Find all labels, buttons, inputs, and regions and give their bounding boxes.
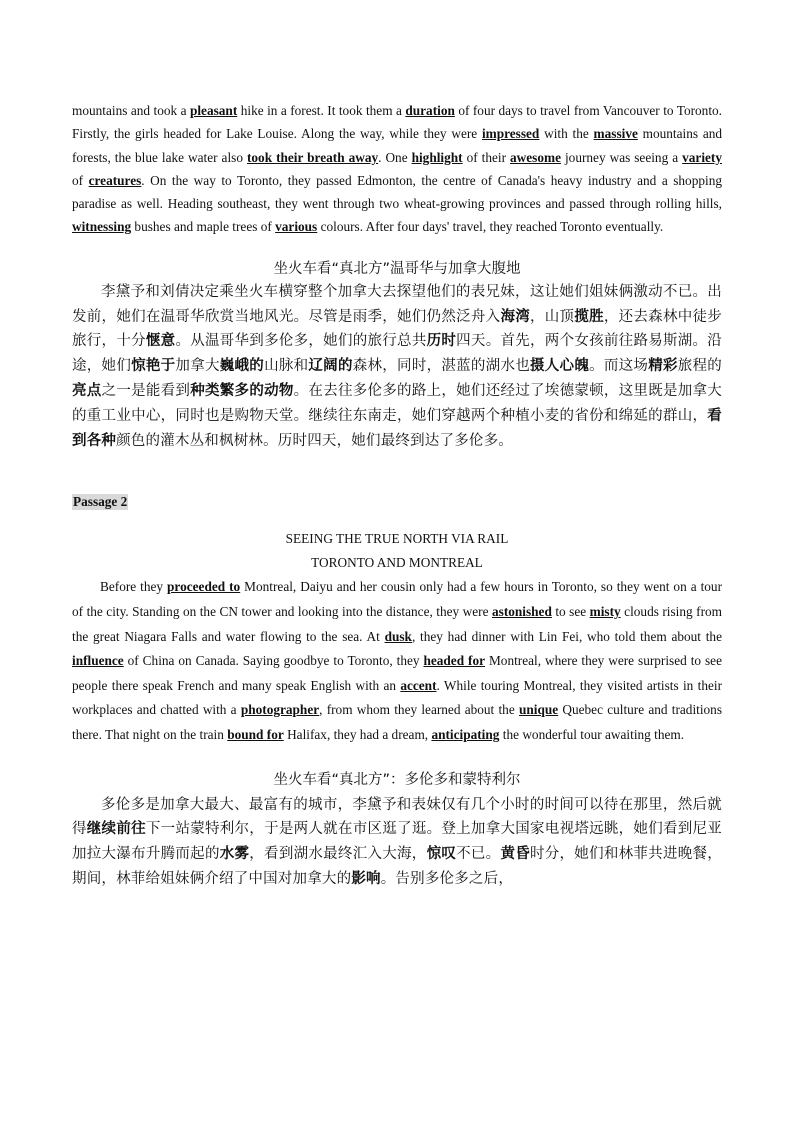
vocabulary-word: accent <box>400 677 437 693</box>
passage2-english-paragraph: Before they proceeded to Montreal, Daiyu and her cousin only had a few hours in Toronto, so they went on a tour of the city. Standing on the CN tower and looking into the distance, they were astonished to see misty clouds rising from the great Niagara Falls and water flowing to the sea. At dusk, they had dinner with Lin Fei, who told them about the influence of China on Canada. Saying goodbye to Toronto, they headed for Montreal, where they were surprised to see people there speak French and many speak English with an accent. While touring Montreal, they visited artists in their workplaces and chatted with a photographer, from whom they learned about the unique Quebec culture and traditions there. That night on the train bound for Halifax, they had a dream, anticipating the wonderful tour awaiting them. <box>72 579 723 742</box>
vocabulary-word: impressed <box>481 126 540 142</box>
vocabulary-word: 惊艳于 <box>131 358 176 375</box>
vocabulary-word: influence <box>72 653 124 669</box>
vocabulary-word: dusk <box>384 628 412 644</box>
vocabulary-word: 精彩 <box>648 358 678 375</box>
vocabulary-word: astonished <box>492 603 552 619</box>
passage1-english-paragraph: mountains and took a pleasant hike in a forest. It took them a duration of four days to travel from Vancouver to Toronto. Firstly, the girls headed for Lake Louise. Along the way, while they were impressed with the massive mountains and forests, the blue lake water also took their breath away. One highlight of their awesome journey was seeing a variety of creatures. On the way to Toronto, they passed Edmonton, the centre of Canada's heavy industry and a shopping paradise as well. Heading southeast, they went through two wheat-growing provinces and passed through rolling hills, witnessing bushes and maple trees of various colours. After four days' travel, they reached Toronto eventually. <box>72 103 723 235</box>
vocabulary-word: pleasant <box>189 103 238 118</box>
vocabulary-word: 继续前往 <box>86 821 146 838</box>
passage2-title-line1: SEEING THE TRUE NORTH VIA RAIL <box>285 531 509 547</box>
vocabulary-word: 巍峨的 <box>219 358 265 375</box>
vocabulary-word: duration <box>405 103 455 118</box>
vocabulary-word: headed for <box>423 653 486 669</box>
passage2-chinese-title: 坐火车看“真北方”：多伦多和蒙特利尔 <box>273 771 521 788</box>
passage2-title-line2: TORONTO AND MONTREAL <box>311 555 483 571</box>
vocabulary-word: 历时 <box>426 333 457 350</box>
vocabulary-word: 黄昏 <box>500 846 530 863</box>
vocabulary-word: 辽阔的 <box>308 358 353 375</box>
vocabulary-word: 惊叹 <box>426 846 457 863</box>
vocabulary-word: variety <box>682 149 722 165</box>
passage2-label: Passage 2 <box>73 494 128 510</box>
vocabulary-word: bound for <box>227 726 284 742</box>
vocabulary-word: creatures <box>88 172 142 188</box>
vocabulary-word: highlight <box>411 149 463 165</box>
passage1-chinese-title: 坐火车看“真北方”温哥华与加拿大腹地 <box>273 260 521 277</box>
vocabulary-word: 揽胜 <box>574 308 604 325</box>
vocabulary-word: witnessing <box>72 219 132 235</box>
vocabulary-word: various <box>275 219 318 235</box>
vocabulary-word: massive <box>593 126 638 142</box>
vocabulary-word: awesome <box>510 149 561 165</box>
vocabulary-word: proceeded to <box>167 579 241 595</box>
vocabulary-word: 种类繁多的动物 <box>190 382 294 399</box>
vocabulary-word: photographer <box>240 702 320 718</box>
vocabulary-word: 海湾 <box>500 308 530 325</box>
vocabulary-word: 水雾 <box>219 846 250 863</box>
vocabulary-word: took their breath away <box>246 149 379 165</box>
document-page <box>72 99 722 892</box>
vocabulary-word: 惬意 <box>145 333 176 350</box>
vocabulary-word: 亮点 <box>72 382 102 399</box>
vocabulary-word: unique <box>518 702 559 718</box>
vocabulary-word: 看到各种 <box>72 407 722 449</box>
vocabulary-word: 影响 <box>351 870 381 887</box>
passage2-chinese-paragraph: 多伦多是加拿大最大、最富有的城市，李黛予和表妹仅有几个小时的时间可以待在那里，然后就得继续前往下一站蒙特利尔，于是两人就在市区逛了逛。登上加拿大国家电视塔远眺，她们看到尼亚加拉大瀑布升腾而起的水雾，看到湖水最终汇入大海，惊叹不已。黄昏时分，她们和林菲共进晚餐，期间，林菲给姐妹俩介绍了中国对加拿大的影响。告别多伦多之后， <box>72 796 723 887</box>
vocabulary-word: misty <box>589 603 621 619</box>
vocabulary-word: 摄人心魄 <box>530 358 590 375</box>
passage1-chinese-paragraph: 李黛予和刘倩决定乘坐火车横穿整个加拿大去探望他们的表兄妹，这让她们姐妹俩激动不已。出发前，她们在温哥华欣赏当地风光。尽管是雨季，她们仍然泛舟入海湾，山顶揽胜，还去森林中徒步旅行，十分惬意。从温哥华到多伦多，她们的旅行总共历时四天。首先，两个女孩前往路易斯湖。沿途，她们惊艳于加拿大巍峨的山脉和辽阔的森林，同时，湛蓝的湖水也摄人心魄。而这场精彩旅程的亮点之一是能看到种类繁多的动物。在去往多伦多的路上，她们还经过了埃德蒙顿，这里既是加拿大的重工业中心，同时也是购物天堂。继续往东南走，她们穿越两个种植小麦的省份和绵延的群山，看到各种颜色的灌木丛和枫树林。历时四天，她们最终到达了多伦多。 <box>72 283 723 449</box>
vocabulary-word: anticipating <box>431 726 500 742</box>
